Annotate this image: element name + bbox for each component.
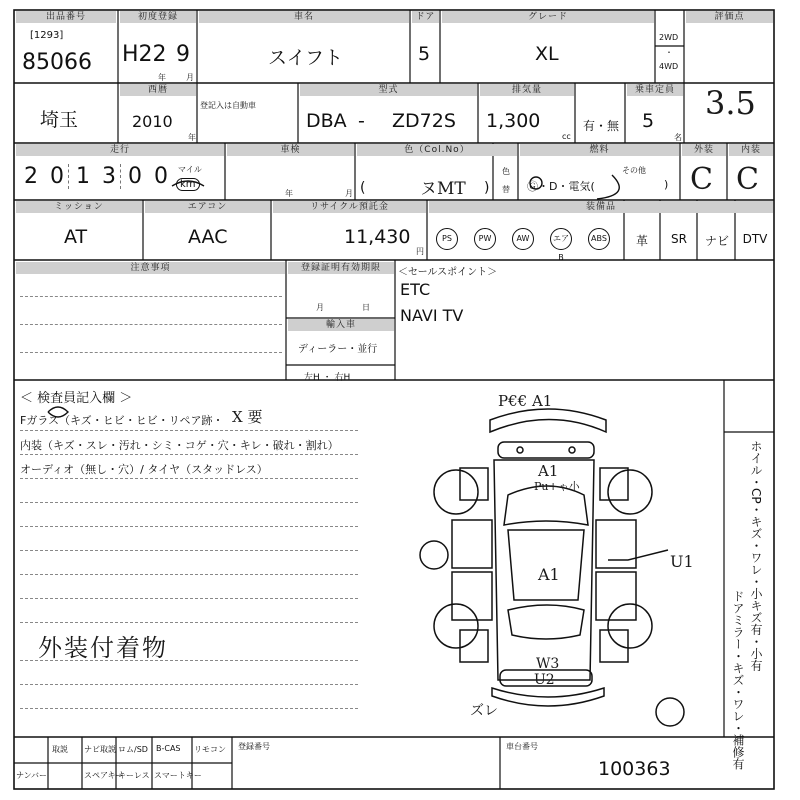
header-shift: ミッション — [16, 201, 142, 213]
fuel-close: ) — [664, 178, 669, 191]
mark-roof: A1 — [538, 565, 560, 584]
header-color: 色（Col.No） — [357, 144, 517, 156]
option-manual: 取説 — [52, 745, 68, 754]
inspector-mark: X 要 — [232, 408, 263, 426]
lot-bracket: [1293] — [30, 30, 64, 41]
inspector-dash-8 — [20, 598, 358, 599]
header-car-name: 車名 — [199, 11, 409, 23]
fuel-options: Ⓖ・D・電気( — [527, 180, 595, 193]
inspector-line-2: 内装（キズ・スレ・汚れ・シミ・コゲ・穴・キレ・破れ・割れ） — [20, 439, 339, 452]
drive-2wd: 2WD — [659, 33, 679, 42]
ari-nashi: 有・無 — [583, 119, 620, 133]
mileage-digit: 0 — [128, 164, 142, 189]
color-open: ( — [360, 180, 366, 196]
equipment-leather: 革 — [635, 234, 648, 248]
equipment-aw: AW — [512, 228, 534, 250]
side-note-mirror: ドアミラー・キズ・ワレ・補修有 — [731, 590, 745, 770]
model-dash: - — [358, 110, 365, 132]
header-first-reg: 初度登録 — [120, 11, 196, 23]
equipment-sr: SR — [671, 232, 687, 246]
option-bcas: B-CAS — [156, 744, 181, 753]
doors-value: 5 — [418, 43, 431, 65]
option-smart-key: スマートキー — [154, 771, 202, 780]
import-dealer: ディーラー・並行 — [298, 344, 378, 355]
recycle-value: 11,430 — [344, 226, 411, 248]
mileage-digit: 1 — [76, 164, 90, 189]
option-spare-key: スペアキー — [84, 771, 124, 780]
color-close: ) — [484, 180, 490, 196]
inspector-dash-3 — [20, 478, 358, 479]
first-reg-year-unit: 年 — [158, 73, 166, 82]
mark-right-side: U1 — [670, 552, 694, 571]
header-notes: 注意事項 — [16, 262, 285, 274]
mark-rear-b: U2 — [534, 672, 555, 688]
inspector-dash-2 — [20, 454, 358, 455]
equipment-abs: ABS — [588, 228, 610, 250]
fuel-label-b: 替 — [502, 185, 510, 194]
first-reg-month: 9 — [176, 42, 190, 67]
option-navi-manual: ナビ取説 — [84, 745, 116, 754]
option-rom-sd: ロム/SD — [118, 745, 148, 754]
displacement-unit: cc — [562, 132, 571, 141]
option-number: ナンバー — [16, 771, 48, 780]
model-code: ZD72S — [392, 110, 456, 132]
header-capacity: 乗車定員 — [627, 84, 683, 96]
car-name-value: スイフト — [268, 47, 344, 69]
mark-hood: A1 — [538, 462, 559, 480]
mark-rear-a: W3 — [536, 656, 560, 672]
equipment-ps: PS — [436, 228, 458, 250]
option-keyless: キーレス — [118, 771, 150, 780]
mileage-digits — [20, 164, 170, 194]
header-score: 評価点 — [686, 11, 773, 23]
inspector-dash-12 — [20, 708, 358, 709]
import-handle: 左H ・ 右H — [304, 373, 351, 383]
header-inspection: 車検 — [227, 144, 354, 156]
notes-line-3 — [20, 352, 282, 353]
header-displacement: 排気量 — [480, 84, 574, 96]
mileage-unit-km: km — [176, 178, 200, 191]
inspection-month-unit: 月 — [345, 189, 353, 198]
mileage-unit-mile: マイル — [178, 165, 202, 174]
inspector-dash-9 — [20, 622, 358, 623]
equipment-navi: ナビ — [704, 234, 729, 248]
notes-line-1 — [20, 296, 282, 297]
reg-valid-day-unit: 日 — [362, 303, 370, 312]
inspector-dash-5 — [20, 526, 358, 527]
model-prefix: DBA — [306, 110, 347, 132]
header-reg-number: 登録番号 — [238, 742, 270, 751]
equipment-dtv: DTV — [742, 232, 768, 246]
reg-valid-month-unit: 月 — [316, 303, 324, 312]
capacity-value: 5 — [642, 110, 655, 132]
header-lot: 出品番号 — [16, 11, 116, 23]
reg-note: 登記入は自動車 — [200, 101, 256, 110]
year-western-value: 2010 — [132, 112, 173, 131]
header-doors: ドア — [412, 11, 439, 23]
inspector-dash-1 — [20, 430, 358, 431]
drive-sep: ・ — [665, 48, 673, 57]
grade-value: XL — [535, 43, 559, 65]
mark-rear-note: ズレ — [470, 703, 498, 719]
recycle-unit: 円 — [416, 247, 424, 256]
header-equipment: 装備品 — [429, 201, 773, 213]
inspector-dash-4 — [20, 502, 358, 503]
header-mileage: 走行 — [16, 144, 224, 156]
inspector-dash-7 — [20, 574, 358, 575]
handwritten-exterior-note: 外装付着物 — [38, 634, 168, 662]
header-interior: 内装 — [729, 144, 773, 156]
header-aircon: エアコン — [145, 201, 270, 213]
chassis-number-value: 100363 — [598, 758, 671, 780]
score-value: 3.5 — [705, 84, 756, 122]
fuel-label-a: 色 — [502, 167, 510, 176]
inspection-year-unit: 年 — [285, 189, 293, 198]
sales-point-2: NAVI TV — [400, 306, 464, 325]
header-fuel: 燃料 — [520, 144, 679, 156]
interior-grade-value: C — [736, 162, 759, 197]
header-import: 輸入車 — [288, 319, 394, 331]
exterior-grade-value: C — [690, 162, 713, 197]
header-sales-point: ＜セールスポイント＞ — [398, 267, 498, 278]
inspector-dash-11 — [20, 684, 358, 685]
inspector-dash-6 — [20, 550, 358, 551]
mileage-digit: 2 — [24, 164, 38, 189]
inspector-line-1: Fガラス（キズ・ヒビ・ヒビ・リペア跡・ — [20, 414, 224, 427]
header-type-model: 型式 — [300, 84, 477, 96]
prefecture-value: 埼玉 — [40, 109, 79, 131]
header-grade: グレード — [442, 11, 654, 23]
year-western-unit: 年 — [188, 133, 196, 142]
header-recycle: リサイクル預託金 — [273, 201, 426, 213]
inspector-header: ＜ 検査員記入欄 ＞ — [20, 391, 133, 406]
header-year-western: 西暦 — [120, 84, 196, 96]
lot-number: 85066 — [22, 50, 92, 75]
color-value: ヌMT — [420, 179, 466, 199]
notes-line-2 — [20, 324, 282, 325]
fuel-other: その他 — [622, 166, 646, 175]
header-chassis-number: 車台番号 — [506, 742, 538, 751]
mark-front: P€€ A1 — [498, 392, 553, 410]
mileage-digit: 3 — [98, 164, 121, 189]
drive-4wd: 4WD — [659, 62, 679, 71]
displacement-value: 1,300 — [486, 110, 541, 132]
mileage-digit: 0 — [154, 164, 168, 189]
equipment-airbag: エアB — [550, 228, 572, 250]
header-exterior: 外装 — [682, 144, 726, 156]
capacity-unit: 名 — [674, 133, 682, 142]
equipment-pw: PW — [474, 228, 496, 250]
first-reg-era: H22 — [122, 42, 167, 67]
mark-hood-note: Pu+ゃ小 — [534, 480, 580, 493]
aircon-value: AAC — [188, 226, 228, 248]
option-remote: リモコン — [194, 745, 226, 754]
inspector-line-3: オーディオ（無し・穴）/ タイヤ（スタッドレス） — [20, 463, 268, 476]
first-reg-month-unit: 月 — [186, 73, 194, 82]
sales-point-1: ETC — [400, 280, 431, 299]
header-reg-valid: 登録証明有効期限 — [288, 262, 394, 274]
side-note-wheel: ホイル・CP・キズ・ワレ・小キズ有・小有 — [749, 440, 763, 672]
shift-value: AT — [64, 226, 88, 248]
mileage-digit: 0 — [46, 164, 69, 189]
